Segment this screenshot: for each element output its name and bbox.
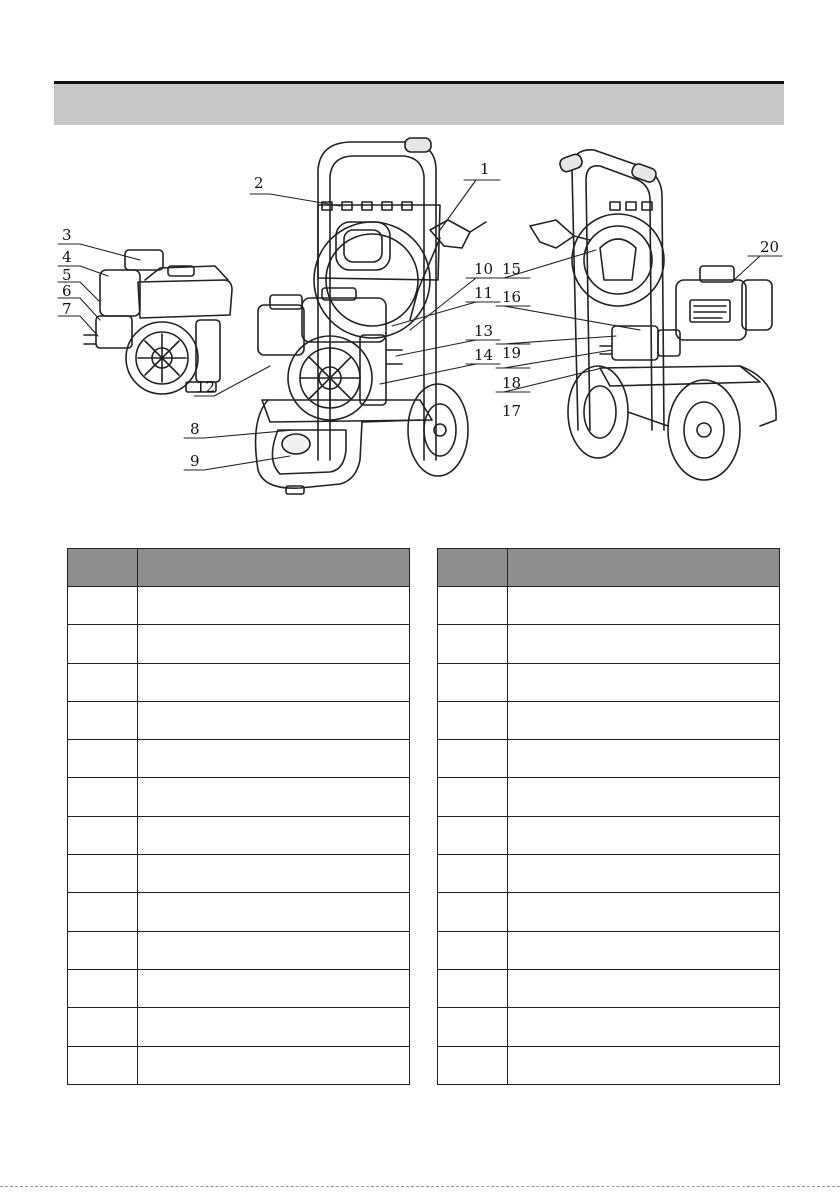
callout-11: 11: [474, 284, 494, 302]
table-cell-description: [138, 816, 410, 854]
callout-3: 3: [62, 226, 72, 244]
table-cell-description: [138, 1008, 410, 1046]
table-row: [68, 855, 410, 893]
table-cell-no: [438, 740, 508, 778]
table-cell-no: [438, 931, 508, 969]
callout-20: 20: [760, 238, 780, 256]
table-cell-description: [138, 969, 410, 1007]
table-cell-description: [138, 625, 410, 663]
table-cell-no: [438, 1046, 508, 1084]
table-row: [438, 969, 780, 1007]
washer-front-view-drawing: [256, 138, 486, 494]
table-cell-description: [508, 816, 780, 854]
callout-7: 7: [62, 300, 72, 318]
table-row: [68, 969, 410, 1007]
table-row: [68, 663, 410, 701]
table-cell-no: [68, 625, 138, 663]
table-cell-description: [508, 855, 780, 893]
table-cell-no: [68, 587, 138, 625]
table-cell-no: [68, 816, 138, 854]
table-row: [438, 701, 780, 739]
table-row: [438, 1046, 780, 1084]
table-cell-description: [138, 931, 410, 969]
table-cell-description: [508, 778, 780, 816]
table-cell-no: [68, 855, 138, 893]
callout-19: 19: [502, 344, 522, 362]
callout-17: 17: [502, 402, 522, 420]
callout-leaders: [58, 180, 782, 470]
table-row: [68, 1046, 410, 1084]
table-row: [438, 893, 780, 931]
table-cell-no: [68, 740, 138, 778]
table-cell-no: [68, 663, 138, 701]
product-illustration: [0, 130, 840, 510]
table-cell-description: [508, 701, 780, 739]
pressure-washer-drawing: [0, 130, 840, 510]
table-cell-no: [438, 1008, 508, 1046]
column-header-no: [438, 549, 508, 587]
table-row: [68, 625, 410, 663]
callout-13: 13: [474, 322, 494, 340]
table-cell-no: [438, 778, 508, 816]
callout-labels: [62, 160, 779, 470]
table-row: [68, 778, 410, 816]
table-cell-no: [438, 816, 508, 854]
table-cell-no: [68, 778, 138, 816]
table-cell-description: [508, 740, 780, 778]
table-header-row: [438, 549, 780, 587]
table-cell-description: [508, 663, 780, 701]
table-cell-description: [508, 931, 780, 969]
callout-8: 8: [190, 420, 200, 438]
table-row: [438, 931, 780, 969]
table-row: [68, 701, 410, 739]
table-cell-no: [438, 625, 508, 663]
parts-table-left: [67, 548, 410, 1085]
table-row: [438, 663, 780, 701]
callout-9: 9: [190, 452, 200, 470]
page-footer-rule: [0, 1186, 840, 1187]
callout-12: 12: [196, 378, 216, 396]
callout-4: 4: [62, 248, 72, 266]
table-row: [68, 931, 410, 969]
table-cell-description: [508, 969, 780, 1007]
table-cell-no: [438, 855, 508, 893]
table-row: [438, 740, 780, 778]
washer-rear-view-drawing: [530, 150, 776, 480]
table-cell-no: [438, 663, 508, 701]
callout-1: 1: [480, 160, 490, 178]
table-cell-description: [138, 587, 410, 625]
table-cell-no: [68, 893, 138, 931]
table-cell-description: [138, 1046, 410, 1084]
callout-10: 10: [474, 260, 494, 278]
callout-6: 6: [62, 282, 72, 300]
table-cell-description: [508, 893, 780, 931]
table-cell-no: [438, 969, 508, 1007]
column-header-description: [138, 549, 410, 587]
table-cell-no: [68, 1046, 138, 1084]
table-cell-no: [438, 587, 508, 625]
table-cell-no: [438, 893, 508, 931]
column-header-description: [508, 549, 780, 587]
callout-15: 15: [502, 260, 522, 278]
table-cell-description: [138, 778, 410, 816]
table-cell-description: [138, 663, 410, 701]
table-cell-description: [508, 1046, 780, 1084]
table-cell-description: [508, 1008, 780, 1046]
table-row: [438, 816, 780, 854]
table-row: [438, 778, 780, 816]
callout-5: 5: [62, 266, 72, 284]
table-cell-description: [508, 625, 780, 663]
table-cell-no: [68, 1008, 138, 1046]
table-cell-description: [138, 701, 410, 739]
table-row: [438, 587, 780, 625]
callout-18: 18: [502, 374, 522, 392]
table-cell-no: [68, 931, 138, 969]
callout-14: 14: [474, 346, 494, 364]
table-row: [68, 893, 410, 931]
table-row: [438, 625, 780, 663]
parts-table-right: [437, 548, 780, 1085]
table-cell-description: [138, 740, 410, 778]
callout-2: 2: [254, 174, 264, 192]
table-cell-description: [138, 893, 410, 931]
section-header-bar: [54, 81, 784, 125]
table-row: [438, 855, 780, 893]
table-header-row: [68, 549, 410, 587]
engine-detail-drawing: [84, 250, 232, 394]
callout-16: 16: [502, 288, 522, 306]
table-row: [68, 740, 410, 778]
table-cell-no: [438, 701, 508, 739]
table-row: [68, 587, 410, 625]
table-cell-description: [138, 855, 410, 893]
column-header-no: [68, 549, 138, 587]
table-cell-no: [68, 701, 138, 739]
table-cell-no: [68, 969, 138, 1007]
table-row: [68, 1008, 410, 1046]
table-row: [68, 816, 410, 854]
table-cell-description: [508, 587, 780, 625]
table-row: [438, 1008, 780, 1046]
